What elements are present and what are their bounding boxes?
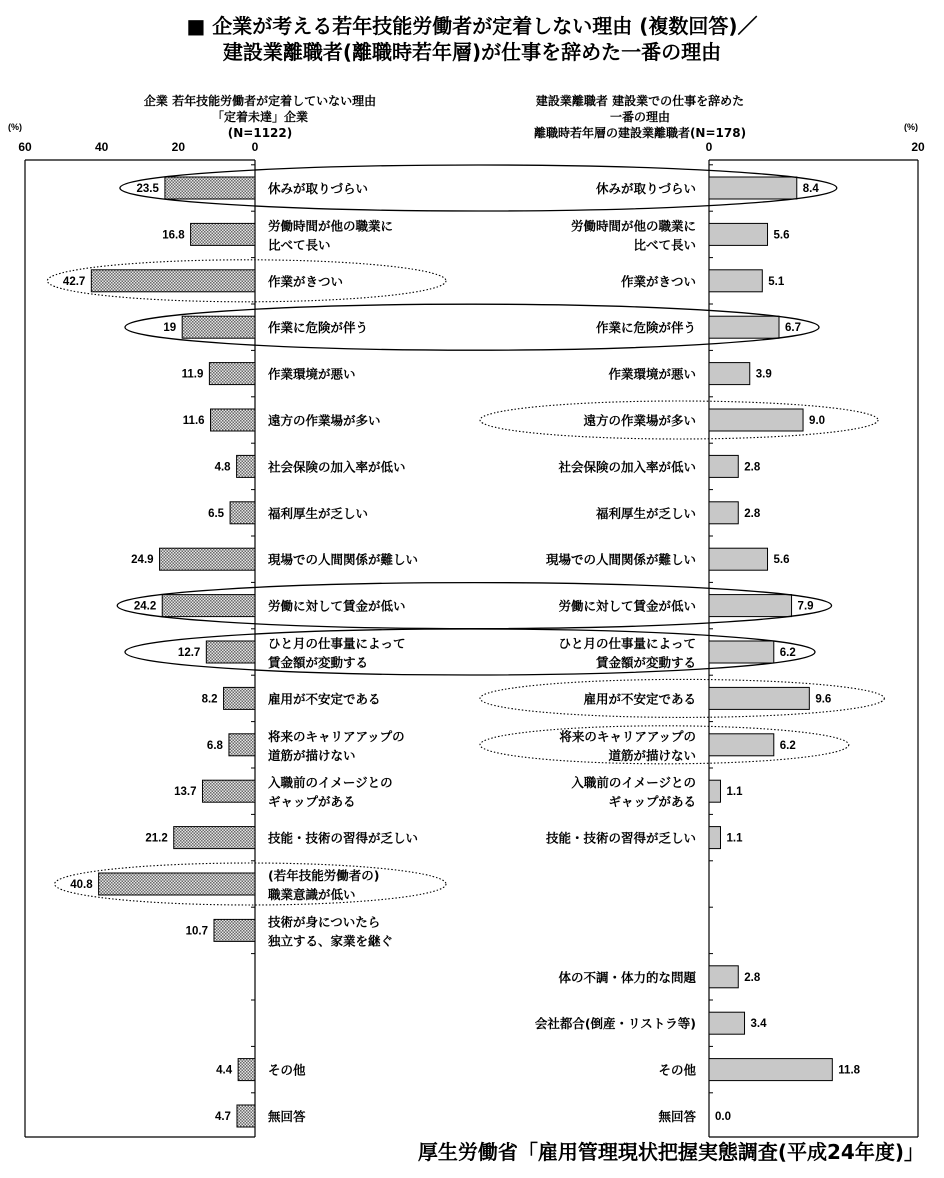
left-category-label: 作業がきつい bbox=[268, 273, 344, 289]
right-data-label: 6.2 bbox=[779, 739, 796, 752]
right-data-label: 2.8 bbox=[744, 461, 761, 474]
left-unit-label: (%) bbox=[8, 122, 22, 132]
right-data-label: 2.8 bbox=[744, 507, 761, 520]
left-data-label: 24.9 bbox=[131, 554, 154, 567]
left-bar bbox=[206, 641, 255, 663]
left-bar bbox=[229, 734, 255, 756]
left-bar bbox=[214, 919, 255, 941]
left-category-label: ひと月の仕事量によって bbox=[268, 636, 406, 651]
right-data-label: 8.4 bbox=[802, 183, 819, 195]
right-category-label: 賃金額が変動する bbox=[595, 655, 696, 670]
left-bar bbox=[230, 502, 255, 524]
right-category-label: 作業がきつい bbox=[620, 273, 696, 289]
right-category-label: 入職前のイメージとの bbox=[571, 775, 696, 791]
right-bar bbox=[709, 687, 809, 709]
left-category-label: (若年技能労働者の) bbox=[268, 868, 380, 883]
right-header-line2: 一番の理由 bbox=[609, 110, 670, 124]
right-category-label: 比べて長い bbox=[633, 237, 696, 253]
left-category-label: 職業意識が低い bbox=[268, 887, 356, 902]
right-category-label: その他 bbox=[658, 1062, 696, 1078]
right-data-label: 2.8 bbox=[744, 971, 761, 984]
right-category-label: 雇用が不安定である bbox=[583, 691, 696, 707]
right-category-label: 技能・技術の習得が乏しい bbox=[545, 830, 696, 846]
right-category-label: 会社都合(倒産・リストラ等) bbox=[534, 1016, 696, 1032]
left-data-label: 16.8 bbox=[162, 229, 185, 242]
right-bar bbox=[709, 780, 720, 802]
left-data-label: 40.8 bbox=[70, 879, 93, 891]
left-category-label: 独立する、家業を継ぐ bbox=[268, 933, 394, 949]
right-bar bbox=[709, 1012, 745, 1034]
right-category-label: 現場での人間関係が難しい bbox=[545, 552, 696, 568]
left-category-label: ギャップがある bbox=[268, 794, 356, 810]
right-data-label: 1.1 bbox=[726, 832, 743, 845]
right-data-label: 5.6 bbox=[773, 229, 790, 242]
right-category-label: 労働時間が他の職業に bbox=[570, 218, 696, 234]
left-data-label: 21.2 bbox=[145, 832, 168, 845]
right-category-label: ギャップがある bbox=[608, 794, 696, 810]
left-data-label: 8.2 bbox=[201, 693, 218, 706]
left-data-label: 12.7 bbox=[177, 647, 201, 659]
left-bar bbox=[238, 1059, 255, 1081]
left-category-label: その他 bbox=[268, 1062, 306, 1078]
left-header-line3: (N=1122) bbox=[227, 126, 293, 140]
left-data-label: 13.7 bbox=[174, 786, 197, 799]
left-bar bbox=[237, 1105, 255, 1127]
left-category-label: 無回答 bbox=[268, 1109, 306, 1124]
chart-title-line1: ■ 企業が考える若年技能労働者が定着しない理由 (複数回答)／ bbox=[186, 14, 758, 38]
right-bar bbox=[709, 455, 738, 477]
chart-title-line2: 建設業離職者(離職時若年層)が仕事を辞めた一番の理由 bbox=[222, 40, 722, 64]
right-data-label: 6.2 bbox=[779, 647, 796, 659]
right-category-label: 将来のキャリアアップの bbox=[559, 728, 696, 744]
right-bar bbox=[709, 548, 768, 570]
left-category-label: 現場での人間関係が難しい bbox=[268, 552, 419, 568]
right-data-label: 5.1 bbox=[768, 275, 785, 288]
right-data-label: 1.1 bbox=[726, 786, 743, 799]
left-data-label: 42.7 bbox=[62, 275, 86, 288]
left-bar bbox=[165, 177, 255, 199]
left-bar bbox=[182, 316, 255, 338]
right-category-label: ひと月の仕事量によって bbox=[558, 636, 696, 651]
right-category-label: 無回答 bbox=[658, 1109, 696, 1124]
left-bar bbox=[211, 409, 255, 431]
right-bar bbox=[709, 1059, 832, 1081]
left-category-label: 雇用が不安定である bbox=[268, 691, 381, 707]
right-bar bbox=[709, 734, 774, 756]
right-data-label: 3.4 bbox=[750, 1018, 767, 1031]
left-data-label: 4.7 bbox=[214, 1111, 231, 1123]
right-bar bbox=[709, 177, 797, 199]
right-category-label: 労働に対して賃金が低い bbox=[558, 598, 696, 614]
left-category-label: 作業に危険が伴う bbox=[268, 320, 369, 336]
left-category-label: 作業環境が悪い bbox=[268, 366, 356, 382]
right-data-label: 7.9 bbox=[797, 600, 814, 613]
right-unit-label: (%) bbox=[904, 122, 918, 132]
left-bar bbox=[191, 223, 255, 245]
left-data-label: 4.8 bbox=[214, 461, 231, 474]
left-category-label: 技術が身についたら bbox=[268, 914, 381, 930]
left-bar bbox=[160, 548, 255, 570]
left-data-label: 19 bbox=[163, 322, 177, 335]
left-category-label: 技能・技術の習得が乏しい bbox=[268, 830, 419, 846]
left-category-label: 将来のキャリアアップの bbox=[268, 728, 405, 744]
left-tick-label: 60 bbox=[18, 140, 32, 154]
left-tick-label: 20 bbox=[171, 140, 186, 154]
left-bar bbox=[202, 780, 255, 802]
left-data-label: 6.5 bbox=[208, 507, 225, 520]
right-bar bbox=[709, 409, 803, 431]
left-category-label: 入職前のイメージとの bbox=[268, 775, 393, 791]
right-category-label: 道筋が描けない bbox=[608, 747, 696, 763]
left-bar bbox=[237, 455, 255, 477]
right-tick-label: 20 bbox=[911, 140, 925, 154]
right-data-label: 9.0 bbox=[809, 415, 826, 427]
right-bar bbox=[709, 966, 738, 988]
left-category-label: 福利厚生が乏しい bbox=[268, 505, 369, 521]
left-tick-label: 0 bbox=[251, 140, 259, 154]
right-category-label: 体の不調・体力的な問題 bbox=[558, 969, 696, 985]
right-bar bbox=[709, 270, 762, 292]
left-data-label: 24.2 bbox=[133, 600, 157, 613]
right-data-label: 0.0 bbox=[715, 1111, 731, 1123]
right-data-label: 9.6 bbox=[815, 693, 832, 706]
left-bar bbox=[224, 687, 255, 709]
left-bar bbox=[99, 873, 255, 895]
right-category-label: 遠方の作業場が多い bbox=[583, 413, 696, 428]
left-category-label: 遠方の作業場が多い bbox=[268, 413, 381, 428]
right-category-label: 作業に危険が伴う bbox=[595, 320, 696, 336]
left-data-label: 4.4 bbox=[216, 1064, 233, 1077]
right-header-line1: 建設業離職者 建設業での仕事を辞めた bbox=[535, 94, 745, 108]
right-bar bbox=[709, 223, 768, 245]
right-bar bbox=[709, 502, 738, 524]
right-bar bbox=[709, 641, 774, 663]
left-category-label: 比べて長い bbox=[268, 237, 331, 253]
right-category-label: 社会保険の加入率が低い bbox=[558, 459, 696, 475]
left-header-line2: 「定着未達」企業 bbox=[211, 110, 308, 124]
left-bar bbox=[174, 827, 255, 849]
right-bar bbox=[709, 827, 720, 849]
right-category-label: 作業環境が悪い bbox=[608, 366, 696, 382]
left-data-label: 11.6 bbox=[182, 415, 205, 427]
right-data-label: 3.9 bbox=[755, 368, 772, 381]
left-category-label: 社会保険の加入率が低い bbox=[268, 459, 406, 475]
left-bar bbox=[162, 595, 255, 617]
right-category-label: 休みが取りづらい bbox=[595, 181, 696, 196]
right-bar bbox=[709, 595, 792, 617]
right-tick-label: 0 bbox=[705, 140, 713, 154]
left-data-label: 11.9 bbox=[181, 368, 204, 381]
left-category-label: 休みが取りづらい bbox=[268, 181, 369, 196]
right-bar bbox=[709, 316, 779, 338]
left-category-label: 労働に対して賃金が低い bbox=[268, 598, 406, 614]
left-data-label: 10.7 bbox=[185, 925, 208, 938]
left-data-label: 23.5 bbox=[136, 183, 159, 195]
left-header-line1: 企業 若年技能労働者が定着していない理由 bbox=[143, 94, 377, 108]
left-category-label: 労働時間が他の職業に bbox=[268, 218, 394, 234]
source-note: 厚生労働省「雇用管理現状把握実態調査(平成24年度)」 bbox=[417, 1140, 924, 1164]
right-data-label: 11.8 bbox=[838, 1064, 861, 1077]
right-category-label: 福利厚生が乏しい bbox=[595, 505, 696, 521]
left-bar bbox=[91, 270, 255, 292]
left-tick-label: 40 bbox=[94, 140, 109, 154]
right-data-label: 6.7 bbox=[785, 322, 802, 335]
left-data-label: 6.8 bbox=[206, 739, 223, 752]
left-category-label: 道筋が描けない bbox=[268, 747, 356, 763]
right-data-label: 5.6 bbox=[773, 554, 790, 567]
right-bar bbox=[709, 363, 750, 385]
left-bar bbox=[209, 363, 255, 385]
right-header-line3: 離職時若年層の建設業離職者(N=178) bbox=[533, 126, 747, 140]
left-category-label: 賃金額が変動する bbox=[268, 655, 369, 670]
